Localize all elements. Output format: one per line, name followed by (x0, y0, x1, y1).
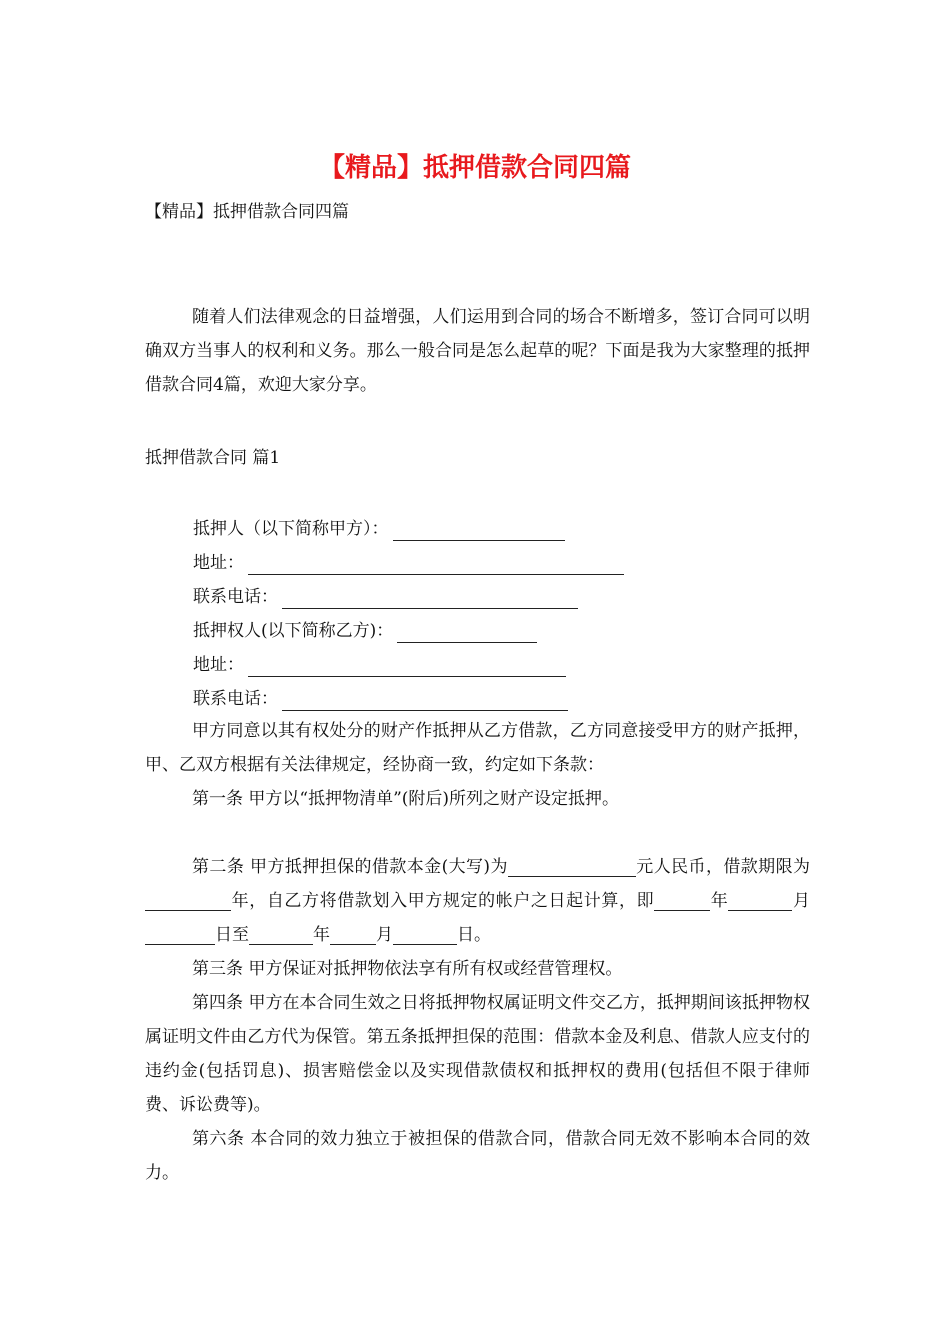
field-label: 联系电话： (193, 689, 278, 709)
blank-line (397, 620, 537, 643)
blank-line (249, 922, 313, 945)
field-mortgagor-phone (193, 580, 624, 614)
blank-line (248, 654, 566, 677)
field-label: 抵押人（以下简称甲方）： (193, 519, 389, 539)
field-mortgagor (193, 512, 624, 546)
blank-line (248, 552, 624, 575)
article-3: 第三条 甲方保证对抵押物依法享有所有权或经营管理权。 (192, 959, 623, 979)
contract-clauses (145, 714, 810, 1190)
article-6: 第六条 本合同的效力独立于被担保的借款合同，借款合同无效不影响本合同的效力。 (145, 1129, 810, 1183)
field-label: 抵押权人(以下简称乙方)： (193, 621, 394, 641)
article-2-text: 日至 (215, 925, 249, 945)
field-mortgagee-address (193, 648, 624, 682)
article-2 (145, 850, 810, 952)
blank-line (145, 922, 215, 945)
article-2-text: 年 (710, 891, 729, 911)
agreement-paragraph: 甲方同意以其有权处分的财产作抵押从乙方借款，乙方同意接受甲方的财产抵押，甲、乙双方根据有关法律规定，经协商一致，约定如下条款： (145, 721, 810, 775)
field-label: 地址： (193, 553, 244, 573)
blank-line (393, 922, 457, 945)
article-2-text: 月 (376, 925, 393, 945)
intro-section (145, 300, 810, 402)
document-subtitle: 【精品】抵押借款合同四篇 (145, 202, 349, 222)
blank-line (654, 888, 682, 911)
blank-line (145, 888, 231, 911)
blank-line (728, 888, 792, 911)
blank-line (508, 854, 636, 877)
article-2-text: 月 (792, 891, 811, 911)
field-label: 联系电话： (193, 587, 278, 607)
article-2-text: 第二条 甲方抵押担保的借款本金(大写)为 (192, 857, 508, 877)
field-label: 地址： (193, 655, 244, 675)
party-fields (193, 512, 624, 716)
section-heading: 抵押借款合同 篇1 (145, 448, 281, 468)
blank-line (393, 518, 565, 541)
blank-line (282, 586, 578, 609)
article-2-text: 元人民币，借款期限为 (635, 857, 810, 877)
article-2-text: 年，自乙方将借款划入甲方规定的帐户之日起计算，即 (231, 891, 655, 911)
article-2-text: 年 (313, 925, 330, 945)
document-title: 【精品】抵押借款合同四篇 (318, 153, 631, 183)
field-mortgagee (193, 614, 624, 648)
field-mortgagee-phone (193, 682, 624, 716)
blank-line (330, 922, 376, 945)
field-mortgagor-address (193, 546, 624, 580)
article-1: 第一条 甲方以“抵押物清单”(附后)所列之财产设定抵押。 (192, 789, 620, 809)
blank-line (682, 888, 710, 911)
article-2-text: 日。 (457, 925, 491, 945)
article-4: 第四条 甲方在本合同生效之日将抵押物权属证明文件交乙方，抵押期间该抵押物权属证明文件由乙方代为保管。第五条抵押担保的范围：借款本金及利息、借款人应支付的违约金(包括罚息)、损害赔偿金以及实现借款债权和抵押权的费用(包括但不限于律师费、诉讼费等)。 (145, 993, 810, 1115)
blank-line (282, 688, 568, 711)
intro-paragraph: 随着人们法律观念的日益增强，人们运用到合同的场合不断增多，签订合同可以明确双方当事人的权利和义务。那么一般合同是怎么起草的呢？下面是我为大家整理的抵押借款合同4篇，欢迎大家分享。 (145, 307, 810, 395)
